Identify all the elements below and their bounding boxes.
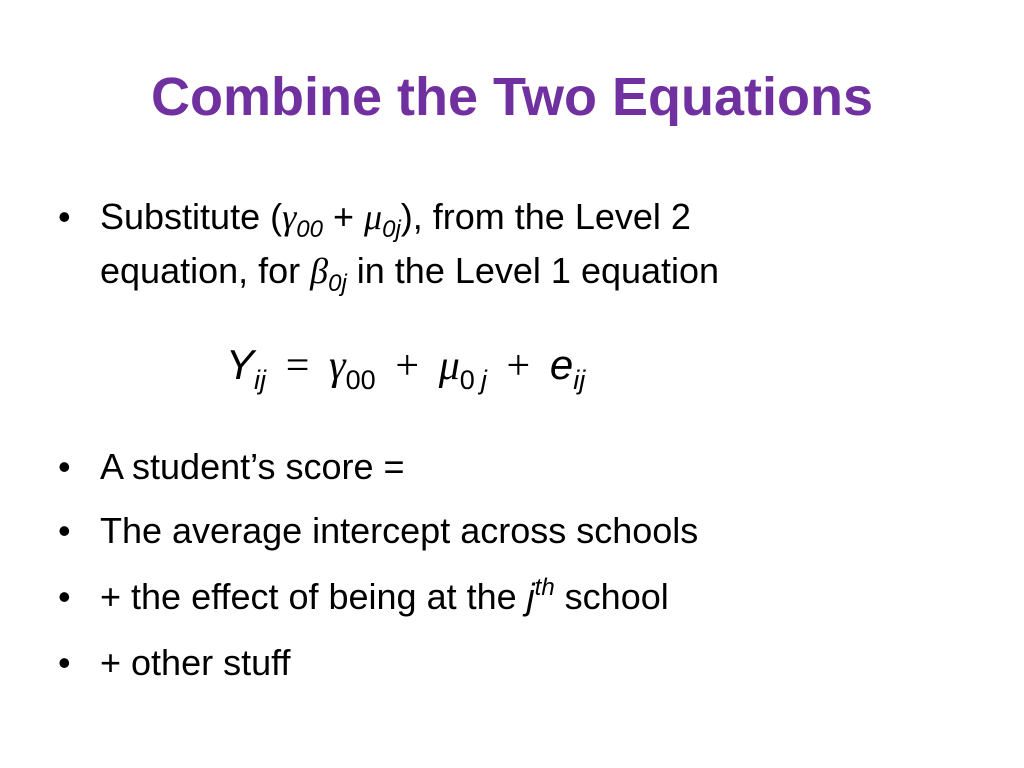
- bullet-other-stuff: [58, 636, 290, 690]
- bullet-school-effect: [58, 570, 669, 624]
- bullet-marker: •: [58, 510, 71, 551]
- bullet-text-part: school: [554, 576, 669, 617]
- combined-equation: [226, 330, 585, 400]
- bullet-text-part: equation, for: [100, 250, 311, 291]
- plus-sign: +: [322, 196, 365, 237]
- eq-gamma-subscript: 00: [345, 365, 376, 395]
- mu-symbol: μ: [364, 197, 383, 237]
- mu-subscript: 0j: [382, 216, 401, 243]
- bullet-text-part: Substitute (: [100, 196, 283, 237]
- bullet-text-part: + the effect of being at the: [100, 576, 527, 617]
- eq-mu: μ: [438, 343, 460, 389]
- gamma-subscript: 00: [296, 216, 323, 243]
- eq-e: e: [549, 341, 574, 388]
- bullet-text: + other stuff: [100, 642, 291, 683]
- bullet-substitute: [58, 190, 719, 298]
- bullet-text-part: in the Level 1 equation: [346, 250, 720, 291]
- bullet-text: [100, 190, 719, 298]
- bullet-text-part: ), from the Level 2: [400, 196, 691, 237]
- beta-symbol: β: [310, 251, 329, 291]
- bullet-text: A student’s score =: [100, 446, 405, 487]
- eq-Y: Y: [226, 341, 255, 388]
- j-italic: j: [526, 576, 535, 617]
- bullet-student-score: [58, 440, 405, 494]
- eq-Y-subscript: ij: [254, 365, 267, 395]
- slide-title: Combine the Two Equations: [151, 67, 873, 127]
- bullet-marker: •: [58, 196, 71, 237]
- eq-plus: +: [506, 343, 531, 389]
- bullet-marker: •: [58, 642, 71, 683]
- eq-e-subscript: ij: [573, 365, 586, 395]
- bullet-text: [100, 570, 669, 624]
- bullet-text: The average intercept across schools: [100, 510, 699, 551]
- eq-mu-subscript-0: 0: [459, 365, 475, 395]
- eq-plus: +: [395, 343, 420, 389]
- th-superscript: th: [534, 574, 555, 601]
- bullet-marker: •: [58, 446, 71, 487]
- bullet-marker: •: [58, 576, 71, 617]
- eq-equals: =: [285, 343, 310, 389]
- eq-gamma: γ: [329, 343, 346, 389]
- beta-subscript: 0j: [328, 270, 347, 297]
- gamma-symbol: γ: [282, 197, 297, 237]
- bullet-average-intercept: [58, 504, 698, 558]
- eq-mu-subscript-j: j: [480, 365, 487, 395]
